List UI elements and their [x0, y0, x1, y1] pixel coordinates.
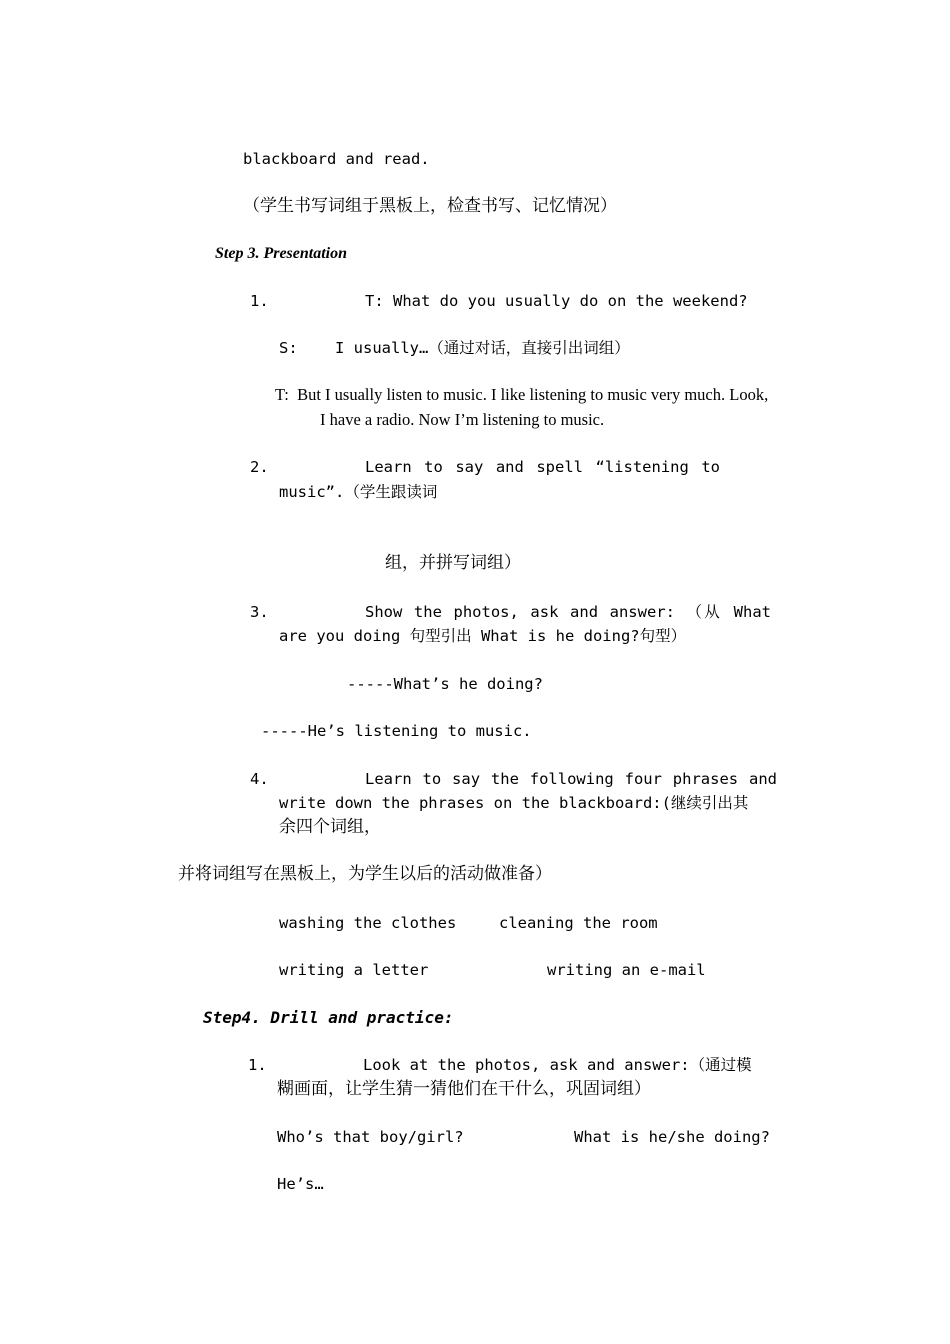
- phrase: writing an e-mail: [547, 961, 706, 979]
- list-number: 1.: [248, 1056, 267, 1074]
- text-line: I have a radio. Now I’m listening to music.: [320, 410, 605, 429]
- text-line: 并将词组写在黑板上，为学生以后的活动做准备）: [178, 864, 552, 884]
- text-line: are you doing 句型引出 What is he doing?句型）: [279, 627, 687, 645]
- text-line: What is he/she doing?: [574, 1128, 770, 1146]
- text-line: （学生书写词组于黑板上，检查书写、记忆情况）: [243, 196, 617, 216]
- section-heading-step3: Step 3. Presentation: [215, 245, 348, 262]
- phrase: writing a letter: [279, 961, 429, 979]
- list-number: 3.: [250, 603, 269, 621]
- text-line: Learn to say and spell “listening to: [365, 458, 720, 476]
- text-line: Look at the photos, ask and answer:（通过模: [363, 1056, 752, 1074]
- text-line: -----What’s he doing?: [347, 675, 543, 693]
- text-line: 余四个词组，: [279, 817, 381, 837]
- phrase: washing the clothes: [279, 914, 457, 932]
- text-line: blackboard and read.: [243, 150, 430, 168]
- text-line: -----He’s listening to music.: [261, 722, 532, 740]
- list-number: 4.: [250, 770, 269, 788]
- text-line: music”.（学生跟读词: [279, 483, 438, 501]
- list-number: 2.: [250, 458, 269, 476]
- text-line: Show the photos, ask and answer: （从 What: [365, 603, 771, 621]
- text-line: T: But I usually listen to music. I like listening to music very much. Look,: [275, 385, 769, 404]
- text-line: S: I usually…（通过对话，直接引出词组）: [279, 339, 630, 357]
- text-line: Who’s that boy/girl?: [277, 1128, 464, 1146]
- section-heading-step4: Step4. Drill and practice:: [203, 1008, 454, 1027]
- text-line: 组，并拼写词组）: [385, 553, 521, 573]
- text-line: He’s…: [277, 1175, 324, 1193]
- text-line: T: What do you usually do on the weekend?: [365, 292, 748, 310]
- text-line: 糊画面，让学生猜一猜他们在干什么，巩固词组）: [277, 1079, 651, 1099]
- phrase: cleaning the room: [499, 914, 658, 932]
- list-number: 1.: [250, 292, 269, 310]
- text-line: Learn to say the following four phrases and: [365, 770, 777, 788]
- text-line: write down the phrases on the blackboard:(继续引出其: [279, 794, 749, 812]
